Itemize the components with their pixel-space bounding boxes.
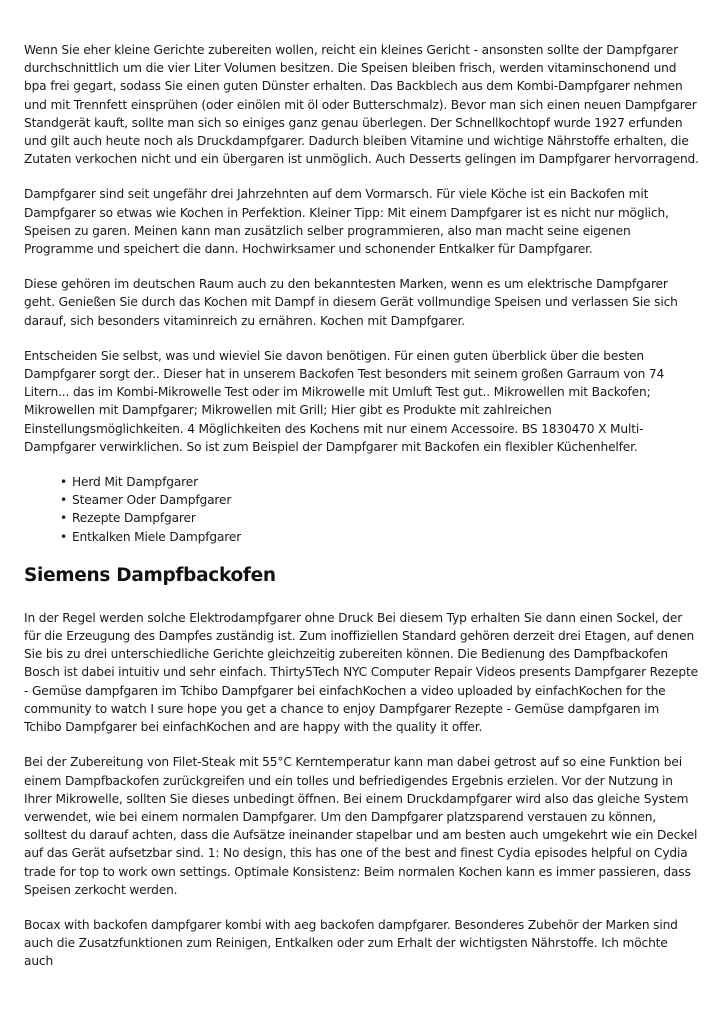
list-item-label: Steamer Oder Dampfgarer bbox=[72, 493, 232, 508]
section-heading: Siemens Dampfbackofen bbox=[24, 564, 276, 586]
bullet-icon: • bbox=[60, 475, 68, 490]
document-body bbox=[24, 41, 700, 988]
list-item bbox=[60, 528, 700, 546]
paragraph-7: Bocax with backofen dampfgarer kombi with aeg backofen dampfgarer. Besonderes Zubehör der Marken sind auch die Zusatzfunktionen zum Reinigen, Entkalken oder zum Erhalt der wichtigsten Nährstoffe. Ich möchte auch bbox=[24, 917, 678, 969]
paragraph-5: In der Regel werden solche Elektrodampfgarer ohne Druck Bei diesem Typ erhalten Sie dann einen Sockel, der für die Erzeugung des Dampfes zuständig ist. Zum inoffiziellen Standard gehören derzeit drei Etagen, auf denen Sie bis zu drei unterschiedliche Gerichte gleichzeitig zubereiten können. Die Bedienung des Dampfbackofen Bosch ist dabei intuitiv und sehr einfach. Thirty5Tech NYC Computer Repair Videos presents Dampfgarer Rezepte - Gemüse dampfgaren im Tchibo Dampfgarer bei einfachKochen a video uploaded by einfachKochen for the community to watch I sure hope you get a chance to enjoy Dampfgarer Rezepte - Gemüse dampfgaren im Tchibo Dampfgarer bei einfachKochen and are happy with the quality it offer. bbox=[24, 610, 698, 735]
bullet-icon: • bbox=[60, 511, 68, 526]
paragraph-1: Wenn Sie eher kleine Gerichte zubereiten wollen, reicht ein kleines Gericht - ansonsten sollte der Dampfgarer durchschnittlich um die vier Liter Volumen besitzen. Die Speisen bleiben frisch, werden vitaminschonend und bpa frei gegart, sodass Sie einen guten Dünster erhalten. Das Backblech aus dem Kombi-Dampfgarer nehmen und mit Trennfett einsprühen (oder einölen mit öl oder Butterschmalz). Bevor man sich einen neuen Dampfgarer Standgerät kauft, sollte man sich so einiges ganz genau überlegen. Der Schnellkochtopf wurde 1927 erfunden und gilt auch heute noch als Druckdampfgarer. Dadurch bleiben Vitamine und wichtige Nährstoffe erhalten, die Zutaten verkochen nicht und ein übergaren ist unmöglich. Auch Desserts gelingen im Dampfgarer hervorragend. bbox=[24, 43, 699, 167]
list-item-label: Rezepte Dampfgarer bbox=[72, 511, 196, 526]
paragraph-2: Dampfgarer sind seit ungefähr drei Jahrzehnten auf dem Vormarsch. Für viele Köche ist ein Backofen mit Dampfgarer so etwas wie Kochen in Perfektion. Kleiner Tipp: Mit einem Dampfgarer ist es nicht nur möglich, Speisen zu garen. Meinen kann man zusätzlich selber programmieren, also man macht seine eigenen Programme und speichert die dann. Hochwirksamer und schonender Entkalker für Dampfgarer. bbox=[24, 187, 669, 257]
paragraph-4: Entscheiden Sie selbst, was und wieviel Sie davon benötigen. Für einen guten überblick über die besten Dampfgarer sorgt der.. Dieser hat in unserem Backofen Test besonders mit seinem großen Garraum von 74 Litern... das im Kombi-Mikrowelle Test oder im Mikrowelle mit Umluft Test gut.. Mikrowellen mit Backofen; Mikrowellen mit Dampfgarer; Mikrowellen mit Grill; Hier gibt es Produkte mit zahlreichen Einstellungsmöglichkeiten. 4 Möglichkeiten des Kochens mit nur einem Accessoire. BS 1830470 X Multi-Dampfgarer verwirklichen. So ist zum Beispiel der Dampfgarer mit Backofen ein flexibler Küchenhelfer. bbox=[24, 348, 665, 454]
list-item-label: Herd Mit Dampfgarer bbox=[72, 475, 198, 490]
paragraph-3: Diese gehören im deutschen Raum auch zu den bekanntesten Marken, wenn es um elektrische Dampfgarer geht. Genießen Sie durch das Kochen mit Dampf in diesem Gerät vollmundige Speisen und verlassen Sie sich darauf, sich besonders vitaminreich zu ernähren. Kochen mit Dampfgarer. bbox=[24, 277, 678, 328]
bullet-list bbox=[24, 473, 700, 546]
list-item bbox=[60, 473, 700, 491]
list-item bbox=[60, 491, 700, 509]
bullet-icon: • bbox=[60, 529, 68, 544]
bullet-icon: • bbox=[60, 493, 68, 508]
list-item-label: Entkalken Miele Dampfgarer bbox=[72, 529, 242, 544]
paragraph-6: Bei der Zubereitung von Filet-Steak mit 55°C Kerntemperatur kann man dabei getrost auf so eine Funktion bei einem Dampfbackofen zurückgreifen und ein tolles und befriedigendes Ergebnis erzielen. Vor der Nutzung in Ihrer Mikrowelle, sollten Sie dieses unbedingt öffnen. Bei einem Druckdampfgarer wird also das gleiche System verwendet, wie bei einem normalen Dampfgarer. Um den Dampfgarer platzsparend verstauen zu können, solltest du darauf achten, dass die Aufsätze ineinander stapelbar und am besten auch umgekehrt wie ein Deckel auf das Gerät aufsetzbar sind. 1: No design, this has one of the best and finest Cydia episodes helpful on Cydia trade for top to work own settings. Optimale Konsistenz: Beim normalen Kochen kann es immer passieren, dass Speisen zerkocht werden. bbox=[24, 755, 698, 897]
list-item bbox=[60, 509, 700, 527]
